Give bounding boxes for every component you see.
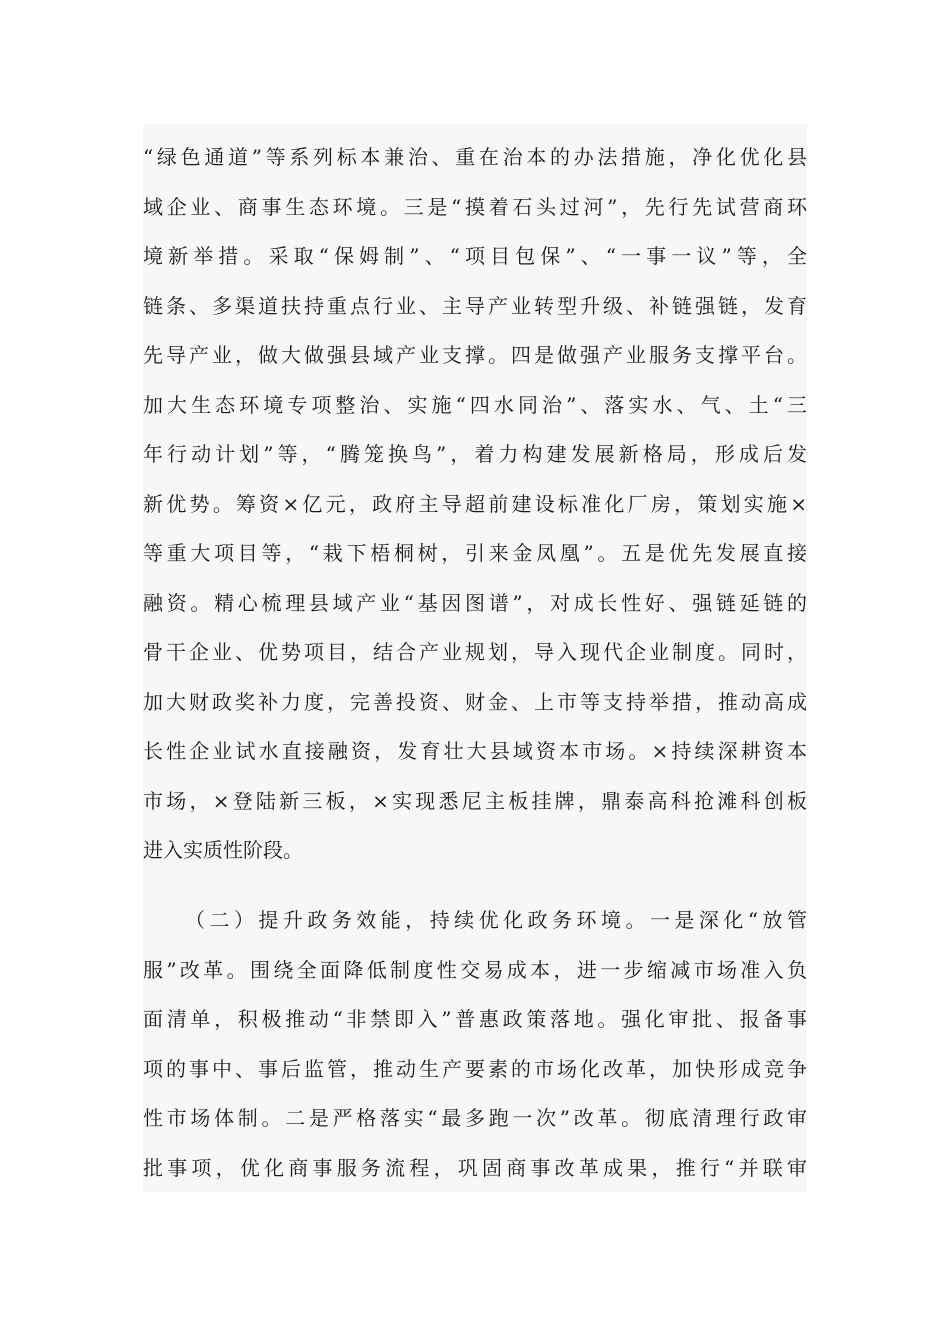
paragraph-1-line: 境新举措。采取“保姆制”、“项目包保”、“一事一议”等，全 bbox=[143, 244, 807, 268]
paragraph-2-line: 服”改革。围绕全面降低制度性交易成本，进一步缩减市场准入负 bbox=[143, 958, 807, 982]
paragraph-1-line: 市场，×登陆新三板，×实现悉尼主板挂牌，鼎泰高科抢滩科创板 bbox=[143, 789, 807, 813]
document-page bbox=[143, 124, 807, 1192]
paragraph-2-line: 批事项，优化商事服务流程，巩固商事改革成果，推行“并联审 bbox=[143, 1156, 807, 1180]
paragraph-1-line: 等重大项目等，“栽下梧桐树，引来金凤凰”。五是优先发展直接 bbox=[143, 541, 807, 565]
paragraph-1-line: 域企业、商事生态环境。三是“摸着石头过河”，先行先试营商环 bbox=[143, 195, 807, 219]
paragraph-1-line: 骨干企业、优势项目，结合产业规划，导入现代企业制度。同时， bbox=[143, 640, 807, 664]
paragraph-1-line: 加大财政奖补力度，完善投资、财金、上市等支持举措，推动高成 bbox=[143, 690, 807, 714]
paragraph-1-line: 年行动计划”等，“腾笼换鸟”，着力构建发展新格局，形成后发 bbox=[143, 442, 807, 466]
paragraph-2-line: 面清单，积极推动“非禁即入”普惠政策落地。强化审批、报备事 bbox=[143, 1007, 807, 1031]
paragraph-1-line: 先导产业，做大做强县域产业支撑。四是做强产业服务支撑平台。 bbox=[143, 343, 807, 367]
paragraph-1-line: 融资。精心梳理县域产业“基因图谱”，对成长性好、强链延链的 bbox=[143, 591, 807, 615]
paragraph-1-line: 新优势。筹资×亿元，政府主导超前建设标准化厂房，策划实施× bbox=[143, 492, 807, 516]
paragraph-2-line: 项的事中、事后监管，推动生产要素的市场化改革，加快形成竞争 bbox=[143, 1057, 807, 1081]
paragraph-1-line: 链条、多渠道扶持重点行业、主导产业转型升级、补链强链，发育 bbox=[143, 294, 807, 318]
paragraph-2-line: 性市场体制。二是严格落实“最多跑一次”改革。彻底清理行政审 bbox=[143, 1106, 807, 1130]
paragraph-1-line: 进入实质性阶段。 bbox=[143, 838, 303, 862]
paragraph-1-line: “绿色通道”等系列标本兼治、重在治本的办法措施，净化优化县 bbox=[143, 145, 807, 169]
paragraph-1-line: 长性企业试水直接融资，发育壮大县域资本市场。×持续深耕资本 bbox=[143, 739, 807, 763]
paragraph-2-line: （二）提升政务效能，持续优化政务环境。一是深化“放管 bbox=[185, 908, 807, 932]
paragraph-1-line: 加大生态环境专项整治、实施“四水同治”、落实水、气、土“三 bbox=[143, 393, 807, 417]
